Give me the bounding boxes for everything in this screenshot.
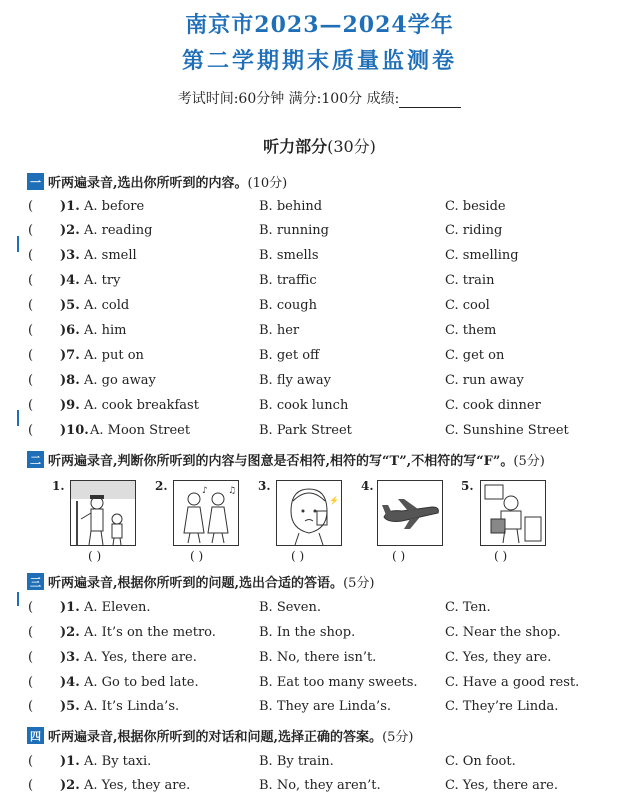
question-row bbox=[0, 650, 639, 672]
question-row bbox=[0, 223, 639, 245]
answer-paren[interactable]: ( ) bbox=[494, 549, 508, 563]
section-points: (5分) bbox=[513, 454, 545, 469]
answer-paren[interactable]: ( bbox=[28, 273, 34, 288]
section-points: (5分) bbox=[343, 576, 375, 591]
option-a: A. It’s Linda’s. bbox=[84, 699, 180, 714]
option-b: B. get off bbox=[259, 348, 320, 363]
section-points: (5分) bbox=[382, 730, 414, 745]
question-number: )5. bbox=[60, 298, 80, 313]
picture-1-traffic-police bbox=[70, 480, 136, 546]
option-c: C. Ten. bbox=[445, 600, 491, 615]
option-c: C. Yes, they are. bbox=[445, 650, 552, 665]
picture-label: 1. bbox=[52, 479, 65, 493]
picture-label: 2. bbox=[155, 479, 168, 493]
svg-text:♪: ♪ bbox=[202, 486, 208, 496]
option-c: C. beside bbox=[445, 199, 506, 214]
answer-paren[interactable]: ( bbox=[28, 298, 34, 313]
option-c: C. cook dinner bbox=[445, 398, 541, 413]
answer-paren[interactable]: ( ) bbox=[88, 549, 102, 563]
option-b: B. fly away bbox=[259, 373, 331, 388]
section-number-box: 四 bbox=[27, 727, 44, 744]
part-title-text: 听力部分 bbox=[263, 137, 328, 156]
option-c: C. them bbox=[445, 323, 497, 338]
option-a: A. him bbox=[84, 323, 127, 338]
picture-4-airplane bbox=[377, 480, 443, 546]
question-row bbox=[0, 398, 639, 420]
option-b: B. By train. bbox=[259, 754, 334, 769]
section-number-box: 一 bbox=[27, 173, 44, 190]
question-number: )1. bbox=[60, 754, 80, 769]
option-c: C. riding bbox=[445, 223, 503, 238]
picture-2-dancing-girls bbox=[173, 480, 239, 546]
exam-info bbox=[0, 88, 639, 108]
option-a: A. cook breakfast bbox=[84, 398, 199, 413]
answer-paren[interactable]: ( ) bbox=[190, 549, 204, 563]
option-a: A. cold bbox=[84, 298, 130, 313]
option-a: A. Yes, they are. bbox=[84, 778, 191, 793]
picture-label: 5. bbox=[461, 479, 474, 493]
svg-text:♫: ♫ bbox=[228, 486, 237, 496]
option-c: C. run away bbox=[445, 373, 524, 388]
option-b: B. running bbox=[259, 223, 330, 238]
question-number: )8. bbox=[60, 373, 80, 388]
score-blank[interactable] bbox=[399, 93, 461, 108]
section-title: 听两遍录音,根据你所听到的问题,选出合适的答语。 bbox=[48, 576, 344, 591]
option-b: B. In the shop. bbox=[259, 625, 356, 640]
question-number: )6. bbox=[60, 323, 80, 338]
exam-title-line2: 第二学期期末质量监测卷 bbox=[181, 48, 457, 74]
option-a: A. go away bbox=[84, 373, 156, 388]
option-c: C. train bbox=[445, 273, 495, 288]
question-number: )2. bbox=[60, 778, 80, 793]
question-row bbox=[0, 600, 639, 622]
answer-paren[interactable]: ( bbox=[28, 199, 34, 214]
dancing-girls-drawing bbox=[174, 481, 238, 545]
answer-paren[interactable]: ( bbox=[28, 699, 34, 714]
question-row bbox=[0, 298, 639, 320]
answer-paren[interactable]: ( bbox=[28, 323, 34, 338]
option-a: A. Go to bed late. bbox=[84, 675, 199, 690]
question-number: )7. bbox=[60, 348, 80, 363]
question-row bbox=[0, 675, 639, 697]
question-row bbox=[0, 323, 639, 345]
section-title: 听两遍录音,选出你所听到的内容。 bbox=[48, 176, 248, 191]
section-number-box: 三 bbox=[27, 573, 44, 590]
answer-paren[interactable]: ( bbox=[28, 625, 34, 640]
traffic-police-drawing bbox=[71, 481, 135, 545]
question-row bbox=[0, 699, 639, 721]
question-number: )4. bbox=[60, 273, 80, 288]
question-number: )3. bbox=[60, 248, 80, 263]
section-title: 听两遍录音,判断你所听到的内容与图意是否相符,相符的写“T”,不相符的写“F”。 bbox=[48, 454, 514, 469]
question-row bbox=[0, 625, 639, 647]
option-a: A. reading bbox=[84, 223, 153, 238]
option-a: A. put on bbox=[84, 348, 144, 363]
option-c: C. Have a good rest. bbox=[445, 675, 580, 690]
option-b: B. Eat too many sweets. bbox=[259, 675, 418, 690]
option-c: C. On foot. bbox=[445, 754, 516, 769]
section-1-heading bbox=[27, 172, 287, 191]
option-a: A. before bbox=[84, 199, 145, 214]
option-b: B. traffic bbox=[259, 273, 317, 288]
option-c: C. get on bbox=[445, 348, 505, 363]
option-b: B. Seven. bbox=[259, 600, 321, 615]
question-number: )2. bbox=[60, 625, 80, 640]
answer-paren[interactable]: ( ) bbox=[392, 549, 406, 563]
question-number: )5. bbox=[60, 699, 80, 714]
option-a: A. Moon Street bbox=[90, 423, 191, 438]
option-b: B. They are Linda’s. bbox=[259, 699, 391, 714]
question-number: )10. bbox=[60, 423, 89, 438]
answer-paren[interactable]: ( bbox=[28, 223, 34, 238]
section-points: (10分) bbox=[247, 176, 288, 191]
question-number: )9. bbox=[60, 398, 80, 413]
answer-paren[interactable]: ( ) bbox=[291, 549, 305, 563]
answer-paren[interactable]: ( bbox=[28, 373, 34, 388]
svg-text:⚡: ⚡ bbox=[329, 496, 339, 505]
section-title: 听两遍录音,根据你所听到的对话和问题,选择正确的答案。 bbox=[48, 730, 383, 745]
part-points: (30分) bbox=[327, 137, 376, 156]
airplane-drawing bbox=[378, 481, 442, 545]
question-row bbox=[0, 754, 639, 776]
picture-label: 3. bbox=[258, 479, 271, 493]
answer-paren[interactable]: ( bbox=[28, 754, 34, 769]
question-row bbox=[0, 273, 639, 295]
option-a: A. Eleven. bbox=[84, 600, 151, 615]
section-2-heading bbox=[27, 450, 545, 469]
option-b: B. Park Street bbox=[259, 423, 352, 438]
option-b: B. No, they aren’t. bbox=[259, 778, 381, 793]
question-number: )4. bbox=[60, 675, 80, 690]
answer-paren[interactable]: ( bbox=[28, 348, 34, 363]
question-number: )3. bbox=[60, 650, 80, 665]
option-b: B. smells bbox=[259, 248, 319, 263]
question-row bbox=[0, 423, 639, 445]
question-row bbox=[0, 199, 639, 221]
option-b: B. behind bbox=[259, 199, 323, 214]
option-c: C. smelling bbox=[445, 248, 519, 263]
exam-title-line1: 南京市2023—2024学年 bbox=[185, 12, 454, 38]
option-c: C. Sunshine Street bbox=[445, 423, 569, 438]
picture-3-girl-earache bbox=[276, 480, 342, 546]
section-number-box: 二 bbox=[27, 451, 44, 468]
answer-paren[interactable]: ( bbox=[28, 600, 34, 615]
answer-paren[interactable]: ( bbox=[28, 778, 34, 793]
section-4-heading bbox=[27, 726, 413, 745]
question-number: )1. bbox=[60, 199, 80, 214]
answer-paren[interactable]: ( bbox=[28, 398, 34, 413]
option-b: B. No, there isn’t. bbox=[259, 650, 377, 665]
option-c: C. They’re Linda. bbox=[445, 699, 559, 714]
question-row bbox=[0, 778, 639, 800]
section-3-heading bbox=[27, 572, 374, 591]
question-row bbox=[0, 348, 639, 370]
answer-paren[interactable]: ( bbox=[28, 675, 34, 690]
girl-earache-drawing bbox=[277, 481, 341, 545]
answer-paren[interactable]: ( bbox=[28, 650, 34, 665]
option-c: C. Yes, there are. bbox=[445, 778, 558, 793]
option-a: A. smell bbox=[84, 248, 137, 263]
option-b: B. cook lunch bbox=[259, 398, 349, 413]
option-a: A. try bbox=[84, 273, 121, 288]
option-b: B. cough bbox=[259, 298, 317, 313]
picture-label: 4. bbox=[361, 479, 374, 493]
boy-in-room-drawing bbox=[481, 481, 545, 545]
question-row bbox=[0, 248, 639, 270]
part-title bbox=[0, 134, 639, 157]
option-a: A. It’s on the metro. bbox=[84, 625, 216, 640]
question-row bbox=[0, 373, 639, 395]
option-a: A. Yes, there are. bbox=[84, 650, 197, 665]
question-number: )1. bbox=[60, 600, 80, 615]
option-c: C. Near the shop. bbox=[445, 625, 561, 640]
option-c: C. cool bbox=[445, 298, 490, 313]
picture-5-boy-in-room bbox=[480, 480, 546, 546]
option-a: A. By taxi. bbox=[84, 754, 152, 769]
answer-paren[interactable]: ( bbox=[28, 423, 34, 438]
option-b: B. her bbox=[259, 323, 300, 338]
exam-info-text: 考试时间:60分钟 满分:100分 成绩: bbox=[177, 91, 400, 107]
answer-paren[interactable]: ( bbox=[28, 248, 34, 263]
question-number: )2. bbox=[60, 223, 80, 238]
